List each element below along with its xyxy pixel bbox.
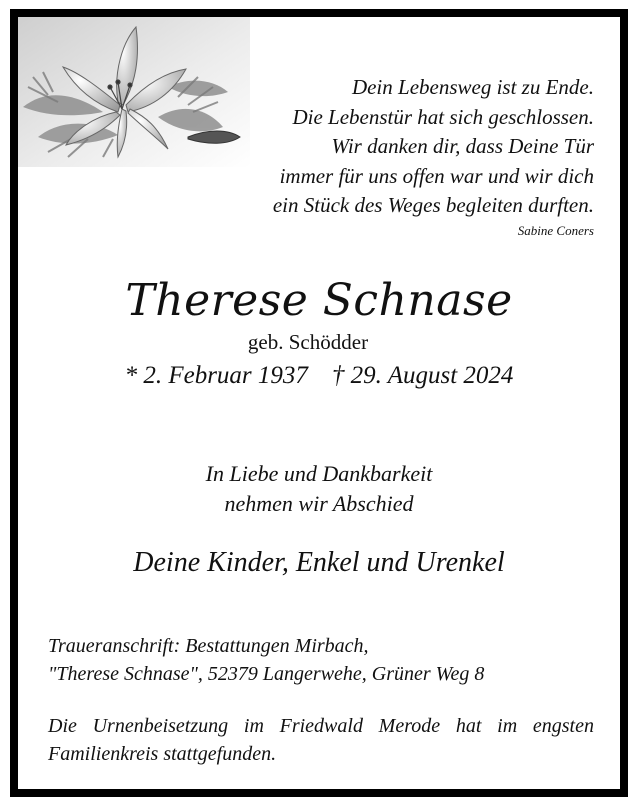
- birth-date: * 2. Februar 1937: [124, 362, 308, 389]
- deceased-name: Therese Schnase: [125, 275, 513, 326]
- poem-author: Sabine Coners: [517, 223, 594, 238]
- obituary-notice: [10, 9, 628, 797]
- poem-line: Wir danken dir, dass Deine Tür: [331, 134, 594, 158]
- life-dates: [18, 362, 620, 390]
- poem-line: Die Lebenstür hat sich geschlossen.: [292, 104, 594, 129]
- address-line: Traueranschrift: Bestattungen Mirbach,: [48, 635, 369, 657]
- death-date: † 29. August 2024: [331, 362, 514, 389]
- farewell-text: [18, 459, 620, 519]
- farewell-line: In Liebe und Dankbarkeit: [205, 461, 433, 486]
- farewell-line: nehmen wir Abschied: [224, 491, 414, 516]
- mourning-address: [48, 632, 594, 688]
- poem-line: Dein Lebensweg ist zu Ende.: [351, 75, 594, 99]
- mourners: Deine Kinder, Enkel und Urenkel: [133, 547, 505, 578]
- lily-flower-image: [18, 17, 250, 167]
- poem-line: immer für uns offen war und wir dich: [279, 163, 594, 188]
- address-line: "Therese Schnase", 52379 Langerwehe, Grüner Weg 8: [48, 663, 485, 685]
- burial-note: Die Urnenbeisetzung im Friedwald Merode hat im engsten Familienkreis stattgefunden.: [48, 715, 594, 765]
- poem-line: ein Stück des Weges begleiten durften.: [272, 193, 594, 217]
- memorial-poem: [273, 73, 594, 221]
- birth-name: geb. Schödder: [247, 330, 369, 354]
